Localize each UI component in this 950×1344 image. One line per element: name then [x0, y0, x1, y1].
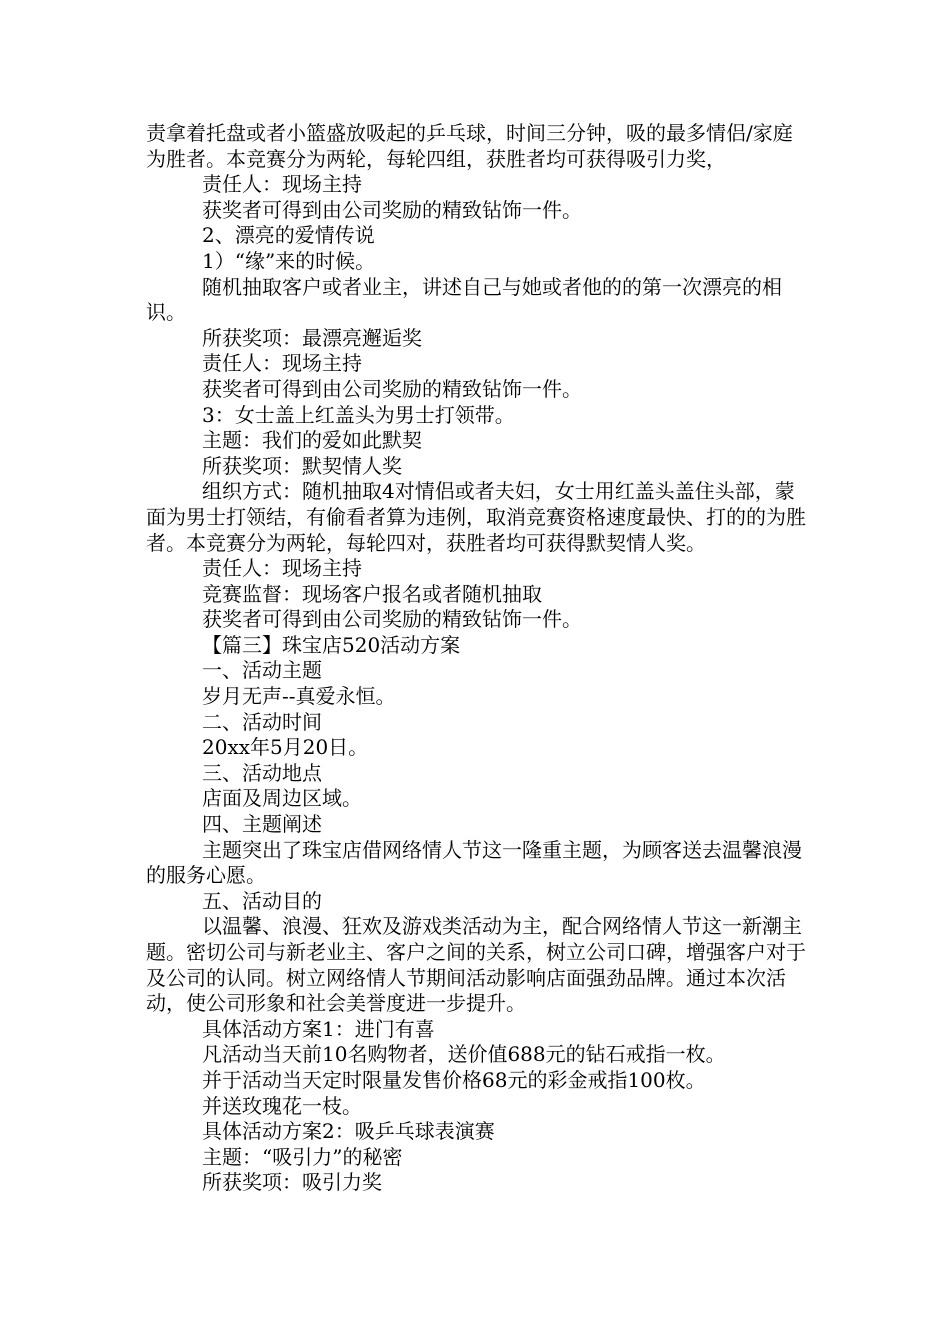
paragraph: 随机抽取客户或者业主，讲述自己与她或者他的的第一次漂亮的相识。	[146, 274, 782, 325]
paragraph: 竞赛监督：现场客户报名或者随机抽取	[202, 581, 542, 606]
paragraph: 责任人：现场主持	[202, 351, 362, 376]
paragraph: 获奖者可得到由公司奖励的精致钻饰一件。	[202, 197, 582, 222]
paragraph: 二、活动时间	[202, 709, 322, 734]
paragraph: 所获奖项：吸引力奖	[202, 1170, 382, 1195]
paragraph: 店面及周边区域。	[202, 786, 362, 811]
paragraph: 具体活动方案1：进门有喜	[202, 1016, 435, 1041]
paragraph: 以温馨、浪漫、狂欢及游戏类活动为主，配合网络情人节这一新潮主题。密切公司与新老业主、客户之间的关系，树立公司口碑，增强客户对于及公司的认同。树立网络情人节期间活动影响店面强劲品牌。通过本次活动，使公司形象和社会美誉度进一步提升。	[146, 914, 806, 1016]
paragraph: 所获奖项：默契情人奖	[202, 453, 402, 478]
paragraph: 所获奖项：最漂亮邂逅奖	[202, 325, 422, 350]
paragraph: 获奖者可得到由公司奖励的精致钻饰一件。	[202, 376, 582, 401]
paragraph: 责拿着托盘或者小篮盛放吸起的乒乓球，时间三分钟，吸的最多情侣/家庭为胜者。本竞赛分为两轮，每轮四组，获胜者均可获得吸引力奖，	[146, 121, 793, 171]
paragraph: 主题：我们的爱如此默契	[202, 428, 422, 453]
paragraph: 责任人：现场主持	[202, 556, 362, 581]
paragraph: 并送玫瑰花一枝。	[202, 1093, 362, 1118]
paragraph: 主题突出了珠宝店借网络情人节这一隆重主题，为顾客送去温馨浪漫的服务心愿。	[146, 837, 802, 888]
paragraph: 【篇三】珠宝店520活动方案	[202, 632, 461, 657]
paragraph: 岁月无声--真爱永恒。	[202, 684, 396, 709]
paragraph: 2、漂亮的爱情传说	[202, 223, 375, 248]
paragraph: 三、活动地点	[202, 760, 322, 785]
paragraph: 20xx年5月20日。	[202, 735, 369, 760]
paragraph: 具体活动方案2：吸乒乓球表演赛	[202, 1119, 495, 1144]
paragraph: 主题：“吸引力”的秘密	[202, 1144, 403, 1169]
paragraph: 1）“缘”来的时候。	[202, 248, 376, 273]
paragraph: 凡活动当天前10名购物者，送价值688元的钻石戒指一枚。	[202, 1042, 726, 1067]
paragraph: 并于活动当天定时限量发售价格68元的彩金戒指100枚。	[202, 1067, 706, 1092]
paragraph: 四、主题阐述	[202, 812, 322, 837]
paragraph: 一、活动主题	[202, 658, 322, 683]
paragraph: 五、活动目的	[202, 888, 322, 913]
paragraph: 组织方式：随机抽取4对情侣或者夫妇，女士用红盖头盖住头部，蒙面为男士打领结，有偷看者算为违例，取消竞赛资格速度最快、打的的为胜者。本竞赛分为两轮，每轮四对，获胜者均可获得默契情人奖。	[146, 479, 806, 555]
paragraph: 3：女士盖上红盖头为男士打领带。	[202, 402, 515, 427]
paragraph: 获奖者可得到由公司奖励的精致钻饰一件。	[202, 607, 582, 632]
document-page	[146, 121, 811, 1196]
paragraph: 责任人：现场主持	[202, 172, 362, 197]
